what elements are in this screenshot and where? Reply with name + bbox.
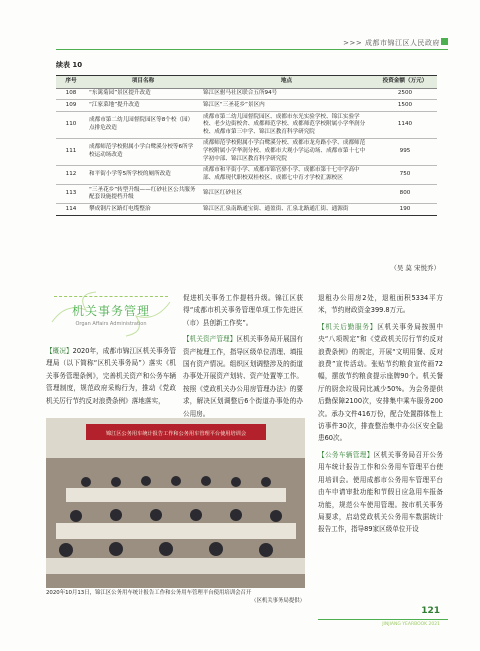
cell-place: 成都师范学校附属小学白鹭溪分校、成都市龙舟路小学、成都师范学校附属小学华润分校、成都市大观小学运动场、成都市第十七中学初中部、锦江区教育科学研究院	[200, 138, 373, 165]
table-row	[56, 184, 437, 203]
vehicle-paragraph	[318, 449, 443, 536]
tag-vehicle: 【公务车辆管理】	[318, 450, 374, 459]
cell-amount: 2500	[373, 88, 437, 100]
cell-name: “三圣花乡”转型升级——红砂社区公共服务配套设施提档升级	[86, 184, 200, 203]
logistics-text: 区机关事务局按照中央“八项规定”和《党政机关厉行节约反对浪费条例》的规定，开展“文明用餐、反对浪费”宣传活动。张贴节约粮食宣传画72幅，摆放节约粮食提示座牌90个。机关餐厅的厨余垃圾同比减少50%。为会务提供后勤保障2100次，安排集中乘车服务200次。承办文件416万份，配合处置群体性上访事件30次，排查整治集中办公区安全隐患60次。	[318, 322, 443, 443]
footer-rule	[318, 619, 448, 620]
cell-name: “江家菜地”提升改造	[86, 100, 200, 112]
cell-no: 111	[56, 138, 86, 165]
photo-credit: （区机关事务局提供）	[251, 598, 305, 604]
cell-amount: 1140	[373, 112, 437, 139]
cell-amount: 750	[373, 165, 437, 184]
col-header-name: 项目名称	[86, 76, 200, 89]
cell-name: 成都市第二幼儿园督院园区等8个校（园）点排危改造	[86, 112, 200, 139]
cell-name: 攀成钢片区路灯电缆整治	[86, 204, 200, 216]
project-table	[56, 75, 437, 216]
table-caption: 续表 10	[56, 61, 83, 69]
column-3	[318, 292, 443, 536]
cell-amount: 190	[373, 204, 437, 216]
overview-text: 2020年，成都市锦江区机关事务管理局（以下简称“区机关事务局”）落实《机关事务管理条例》，完善机关资产和公务车辆管理制度，规范政府采购行为，推动《党政机关厉行节约反对浪费条例》落地落实，	[46, 347, 176, 405]
section-heading	[46, 282, 176, 345]
section-subtitle: Organ Affairs Administration	[75, 321, 147, 327]
cell-no: 114	[56, 204, 86, 216]
cell-name: 成都师范学校附属小学白鹭溪分校等6所学校运动场改造	[86, 138, 200, 165]
col2-intro: 促进机关事务工作提档升级。锦江区获得“成都市机关事务管理单项工作先进区（市）县创新工作奖”。	[183, 294, 303, 327]
cell-place: 成都市和平街小学、成都市锦官驿小学、成都市第十七中学高中部、成都现代职校双桂校区、成都七中育才学校汇源校区	[200, 165, 373, 184]
cell-amount: 995	[373, 138, 437, 165]
running-header: >>> 成都市锦江区人民政府	[343, 39, 440, 47]
cell-amount: 1500	[373, 100, 437, 112]
page-number: 121	[421, 606, 440, 616]
meeting-photo	[46, 418, 305, 588]
header-marker	[441, 38, 448, 45]
table-header-row	[56, 76, 437, 89]
col-header-amount: 投资金额（万元）	[373, 76, 437, 89]
column-2	[183, 292, 303, 420]
photo-caption-block	[46, 589, 305, 605]
cell-place: 锦江区驸马社区联合五所94号	[200, 88, 373, 100]
table-row	[56, 88, 437, 100]
col3-intro: 退租办公用房2处，退租面积5334平方米，节约财政资金399.8万元。	[318, 294, 443, 315]
logistics-paragraph	[318, 321, 443, 445]
cell-place: 锦江区“三圣花乡”景区内	[200, 100, 373, 112]
tag-logistics: 【机关后勤服务】	[318, 322, 378, 331]
col-header-place: 地点	[200, 76, 373, 89]
cell-no: 113	[56, 184, 86, 203]
asset-text: 区机关事务局开展国有资产梳理工作，指导区级单位清理、填报国有资产情况。组织区划调整涉及的街道办事处开展资产划转、资产处置等工作。按照《党政机关办公用房管理办法》的要求，解决区划调整后6个街道办事处的办公用房。	[183, 335, 304, 418]
section-dash	[54, 296, 168, 297]
asset-paragraph	[183, 333, 303, 420]
col-header-no: 序号	[56, 76, 86, 89]
header-rule	[56, 49, 448, 50]
cell-no: 112	[56, 165, 86, 184]
table-row	[56, 138, 437, 165]
cell-name: “东篱菊园”景区提升改造	[86, 88, 200, 100]
cell-place: 锦江区红砂社区	[200, 184, 373, 203]
cell-place: 锦江区汇泉南路通宝街、通盈街、汇泉北路通汇街、通源街	[200, 204, 373, 216]
vehicle-text: 区机关事务局召开公务用车统计报告工作和公务用车管理平台使用培训会。使用成都市公务用车管理平台由车申请审批功能和节假日应急用车报备功能，规范公车使用管理。按市机关事务局要求，启动党政机关公务用车数据统计报告工作，指导89家区级单位开设	[318, 450, 444, 534]
tag-asset: 【机关资产管理】	[183, 335, 237, 344]
cell-place: 成都市第二幼儿园督院园区、成都市东光实验学校、锦江实验学校、老少边街校舍、成都师范学校、成都师范学校附属小学华润分校、成都市第三中学、锦江区教育科学研究院	[200, 112, 373, 139]
table-row	[56, 100, 437, 112]
table-signature: （吴 莫 宋悦乔）	[390, 264, 440, 272]
section-title: 机关事务管理	[71, 304, 150, 318]
cell-no: 109	[56, 100, 86, 112]
photo-caption: 2020年10月13日，锦江区公务用车统计报告工作和公务用车管理平台使用培训会召开	[46, 590, 252, 596]
table-row	[56, 165, 437, 184]
table-row	[56, 112, 437, 139]
table-row	[56, 204, 437, 216]
cell-amount: 800	[373, 184, 437, 203]
column-1	[46, 345, 176, 407]
meeting-photo-illustration	[46, 418, 305, 588]
tag-overview: 【概况】	[46, 347, 73, 355]
footer-text: JINJIANG YEARBOOK 2021	[382, 622, 440, 627]
cell-no: 110	[56, 112, 86, 139]
meeting-banner: 锦江区公务用车统计报告工作和公务用车管理平台使用培训会	[105, 431, 247, 437]
cell-name: 和平街小学等5所学校的厕所改造	[86, 165, 200, 184]
cell-no: 108	[56, 88, 86, 100]
